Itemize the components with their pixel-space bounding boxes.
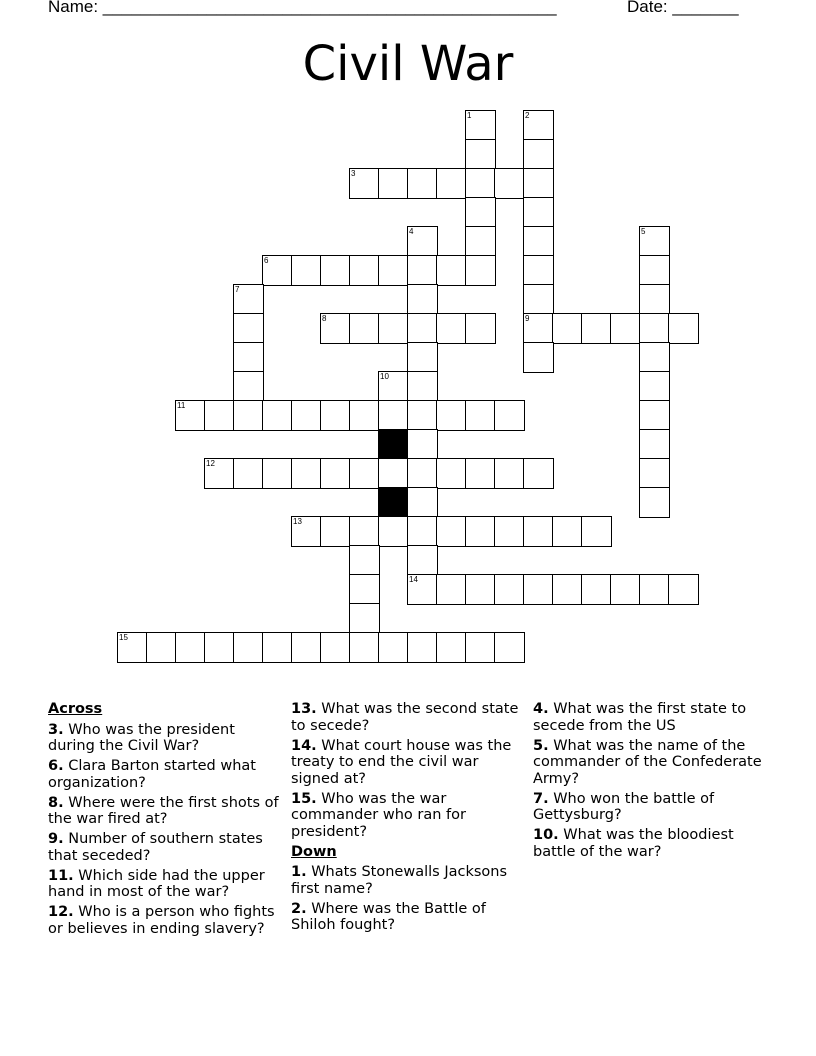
grid-cell[interactable] [639, 255, 670, 286]
grid-cell[interactable] [320, 632, 351, 663]
clue-number: 7 [235, 285, 240, 294]
grid-cell[interactable] [262, 255, 293, 286]
grid-cell[interactable] [378, 458, 409, 489]
grid-cell[interactable] [639, 226, 670, 257]
clue-number: 5 [641, 227, 646, 236]
grid-cell[interactable] [320, 313, 351, 344]
clue-down-7: 7. Who won the battle of Gettysburg? [533, 790, 715, 823]
clue-number: 10 [380, 372, 389, 381]
clue-number: 9 [525, 314, 530, 323]
grid-cell[interactable] [639, 371, 670, 402]
grid-cell[interactable] [378, 168, 409, 199]
clues-column-2 [291, 701, 523, 937]
grid-cell[interactable] [639, 284, 670, 315]
grid-cell[interactable] [349, 545, 380, 576]
grid-cell[interactable] [407, 168, 438, 199]
grid-cell[interactable] [581, 574, 612, 605]
grid-cell[interactable] [407, 574, 438, 605]
name-field: Name: ________________________________________________ [48, 0, 557, 16]
grid-cell[interactable] [610, 313, 641, 344]
grid-block [378, 487, 409, 518]
clue-number: 14 [409, 575, 418, 584]
grid-cell[interactable] [233, 313, 264, 344]
grid-cell[interactable] [233, 400, 264, 431]
grid-cell[interactable] [175, 400, 206, 431]
grid-cell[interactable] [639, 400, 670, 431]
grid-cell[interactable] [552, 313, 583, 344]
grid-cell[interactable] [639, 487, 670, 518]
clue-number: 15 [119, 633, 128, 642]
grid-cell[interactable] [523, 458, 554, 489]
grid-cell[interactable] [523, 197, 554, 228]
grid-cell[interactable] [378, 313, 409, 344]
grid-cell[interactable] [436, 255, 467, 286]
grid-cell[interactable] [349, 255, 380, 286]
grid-cell[interactable] [639, 429, 670, 460]
grid-cell[interactable] [349, 313, 380, 344]
grid-cell[interactable] [117, 632, 148, 663]
grid-cell[interactable] [465, 226, 496, 257]
grid-cell[interactable] [378, 632, 409, 663]
grid-cell[interactable] [552, 574, 583, 605]
grid-cell[interactable] [349, 632, 380, 663]
clue-number: 6 [264, 256, 269, 265]
grid-cell[interactable] [378, 255, 409, 286]
clue-down-2: 2. Where was the Battle of Shiloh fought? [291, 900, 486, 933]
grid-cell[interactable] [523, 255, 554, 286]
grid-cell[interactable] [581, 516, 612, 547]
grid-cell[interactable] [523, 110, 554, 141]
grid-cell[interactable] [262, 632, 293, 663]
grid-cell[interactable] [233, 458, 264, 489]
grid-cell[interactable] [465, 632, 496, 663]
grid-cell[interactable] [668, 574, 699, 605]
clue-number: 4 [409, 227, 414, 236]
grid-cell[interactable] [436, 168, 467, 199]
grid-cell[interactable] [407, 255, 438, 286]
grid-cell[interactable] [465, 139, 496, 170]
grid-cell[interactable] [233, 632, 264, 663]
grid-cell[interactable] [349, 400, 380, 431]
grid-cell[interactable] [407, 545, 438, 576]
grid-cell[interactable] [349, 516, 380, 547]
grid-cell[interactable] [581, 313, 612, 344]
grid-cell[interactable] [523, 574, 554, 605]
grid-cell[interactable] [639, 458, 670, 489]
grid-cell[interactable] [465, 458, 496, 489]
grid-cell[interactable] [639, 313, 670, 344]
grid-cell[interactable] [436, 400, 467, 431]
grid-cell[interactable] [262, 458, 293, 489]
grid-cell[interactable] [349, 458, 380, 489]
grid-cell[interactable] [523, 313, 554, 344]
grid-cell[interactable] [407, 632, 438, 663]
date-field: Date: _______ [627, 0, 739, 16]
grid-cell[interactable] [523, 284, 554, 315]
grid-cell[interactable] [494, 632, 525, 663]
clue-number: 2 [525, 111, 530, 120]
grid-cell[interactable] [523, 226, 554, 257]
grid-cell[interactable] [407, 458, 438, 489]
grid-cell[interactable] [465, 574, 496, 605]
grid-cell[interactable] [291, 400, 322, 431]
grid-cell[interactable] [494, 400, 525, 431]
clue-across-6: 6. Clara Barton started what organization? [48, 758, 256, 791]
grid-cell[interactable] [465, 168, 496, 199]
grid-cell[interactable] [320, 400, 351, 431]
grid-cell[interactable] [552, 516, 583, 547]
clues-column-3 [533, 701, 765, 864]
grid-cell[interactable] [436, 458, 467, 489]
grid-cell[interactable] [262, 400, 293, 431]
down-heading: Down [291, 843, 337, 860]
clue-across-3: 3. Who was the president during the Civil War? [48, 721, 235, 754]
grid-cell[interactable] [378, 371, 409, 402]
clue-down-1: 1. Whats Stonewalls Jacksons first name? [291, 864, 508, 897]
grid-cell[interactable] [204, 632, 235, 663]
clue-across-9: 9. Number of southern states that seceded? [48, 831, 263, 864]
clue-across-15: 15. Who was the war commander who ran for president? [291, 790, 466, 840]
grid-cell[interactable] [320, 516, 351, 547]
grid-cell[interactable] [436, 516, 467, 547]
grid-cell[interactable] [668, 313, 699, 344]
grid-cell[interactable] [407, 226, 438, 257]
grid-cell[interactable] [407, 342, 438, 373]
clue-across-13: 13. What was the second state to secede? [291, 701, 519, 734]
grid-cell[interactable] [407, 516, 438, 547]
grid-cell[interactable] [523, 168, 554, 199]
grid-cell[interactable] [204, 458, 235, 489]
grid-cell[interactable] [523, 516, 554, 547]
grid-cell[interactable] [465, 255, 496, 286]
grid-cell[interactable] [494, 516, 525, 547]
clue-number: 1 [467, 111, 472, 120]
grid-cell[interactable] [436, 632, 467, 663]
grid-cell[interactable] [291, 458, 322, 489]
grid-cell[interactable] [407, 284, 438, 315]
grid-cell[interactable] [146, 632, 177, 663]
grid-cell[interactable] [233, 284, 264, 315]
grid-cell[interactable] [233, 371, 264, 402]
clue-number: 11 [177, 401, 186, 410]
grid-cell[interactable] [494, 574, 525, 605]
clue-down-4: 4. What was the first state to secede from the US [533, 701, 747, 734]
grid-cell[interactable] [407, 400, 438, 431]
grid-cell[interactable] [639, 574, 670, 605]
grid-block [378, 429, 409, 460]
across-heading: Across [48, 701, 103, 717]
grid-cell[interactable] [233, 342, 264, 373]
grid-cell[interactable] [320, 255, 351, 286]
grid-cell[interactable] [436, 574, 467, 605]
grid-cell[interactable] [291, 516, 322, 547]
grid-cell[interactable] [407, 429, 438, 460]
page-title: Civil War [302, 36, 514, 92]
grid-cell[interactable] [523, 342, 554, 373]
grid-cell[interactable] [407, 313, 438, 344]
clue-number: 8 [322, 314, 327, 323]
grid-cell[interactable] [465, 197, 496, 228]
clue-across-8: 8. Where were the first shots of the war fired at? [48, 794, 279, 827]
grid-cell[interactable] [494, 458, 525, 489]
grid-cell[interactable] [465, 110, 496, 141]
clue-number: 3 [351, 169, 356, 178]
grid-cell[interactable] [436, 313, 467, 344]
grid-cell[interactable] [639, 342, 670, 373]
grid-cell[interactable] [494, 168, 525, 199]
clue-number: 12 [206, 459, 215, 468]
grid-cell[interactable] [349, 603, 380, 634]
grid-cell[interactable] [465, 400, 496, 431]
grid-cell[interactable] [465, 516, 496, 547]
clue-down-5: 5. What was the name of the commander of the Confederate Army? [533, 737, 762, 787]
clue-across-12: 12. Who is a person who fights or believes in ending slavery? [48, 904, 275, 937]
grid-cell[interactable] [349, 168, 380, 199]
grid-cell[interactable] [465, 313, 496, 344]
grid-cell[interactable] [378, 516, 409, 547]
grid-cell[interactable] [407, 371, 438, 402]
grid-cell[interactable] [610, 574, 641, 605]
clue-across-11: 11. Which side had the upper hand in most of the war? [48, 867, 265, 900]
clue-number: 13 [293, 517, 302, 526]
grid-cell[interactable] [320, 458, 351, 489]
grid-cell[interactable] [175, 632, 206, 663]
grid-cell[interactable] [378, 400, 409, 431]
grid-cell[interactable] [291, 632, 322, 663]
grid-cell[interactable] [407, 487, 438, 518]
clue-down-10: 10. What was the bloodiest battle of the war? [533, 827, 734, 860]
grid-cell[interactable] [523, 139, 554, 170]
grid-cell[interactable] [349, 574, 380, 605]
grid-cell[interactable] [204, 400, 235, 431]
clue-across-14: 14. What court house was the treaty to end the civil war signed at? [291, 737, 512, 787]
grid-cell[interactable] [291, 255, 322, 286]
clues-column-1 [48, 701, 280, 941]
